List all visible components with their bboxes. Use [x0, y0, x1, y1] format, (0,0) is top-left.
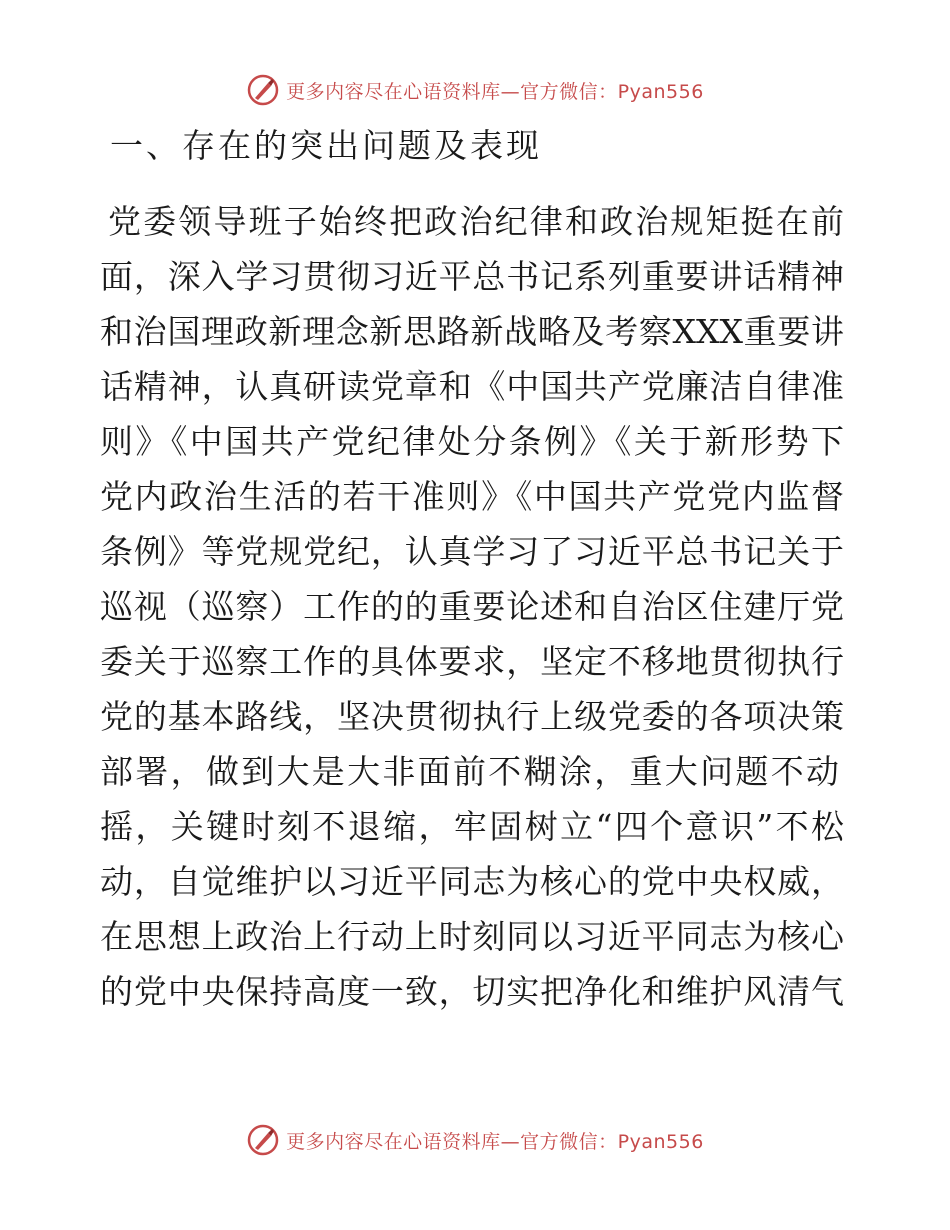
body-paragraph	[100, 194, 860, 1019]
paragraph-line: 的党中央保持高度一致，切实把净化和维护风清气	[100, 972, 844, 1011]
paragraph-line: 条例》等党规党纪，认真学习了习近平总书记关于	[100, 532, 844, 571]
paragraph-line: 部署，做到大是大非面前不糊涂，重大问题不动	[100, 752, 842, 791]
paragraph-line: 摇，关键时刻不退缩，牢固树立“四个意识”不松	[100, 807, 844, 846]
watermark-text: 更多内容尽在心语资料库—官方微信：Pyan556	[286, 80, 704, 103]
watermark-text: 更多内容尽在心语资料库—官方微信：Pyan556	[286, 1130, 704, 1153]
paragraph-line: 面，深入学习贯彻习近平总书记系列重要讲话精神	[100, 257, 844, 296]
quill-pen-icon	[246, 1123, 280, 1157]
paragraph-line: 话精神，认真研读党章和《中国共产党廉洁自律准	[100, 367, 844, 406]
paragraph-line: 则》《中国共产党纪律处分条例》《关于新形势下	[100, 422, 844, 461]
paragraph-line: 在思想上政治上行动上时刻同以习近平同志为核心	[100, 917, 844, 956]
paragraph-line: 和治国理政新理念新思路新战略及考察XXX重要讲	[100, 312, 844, 351]
paragraph-line: 党委领导班子始终把政治纪律和政治规矩挺在前	[108, 202, 844, 241]
header-watermark-banner	[0, 70, 950, 110]
paragraph-line: 巡视（巡察）工作的的重要论述和自治区住建厅党	[100, 587, 844, 626]
footer-watermark-banner	[0, 1120, 950, 1160]
section-heading: 一、存在的突出问题及表现	[110, 126, 542, 165]
quill-pen-icon	[246, 73, 280, 107]
paragraph-line: 党的基本路线，坚决贯彻执行上级党委的各项决策	[100, 697, 844, 736]
paragraph-line: 委关于巡察工作的具体要求，坚定不移地贯彻执行	[100, 642, 844, 681]
paragraph-line: 动，自觉维护以习近平同志为核心的党中央权威，	[100, 862, 844, 901]
paragraph-line: 党内政治生活的若干准则》《中国共产党党内监督	[100, 477, 844, 516]
